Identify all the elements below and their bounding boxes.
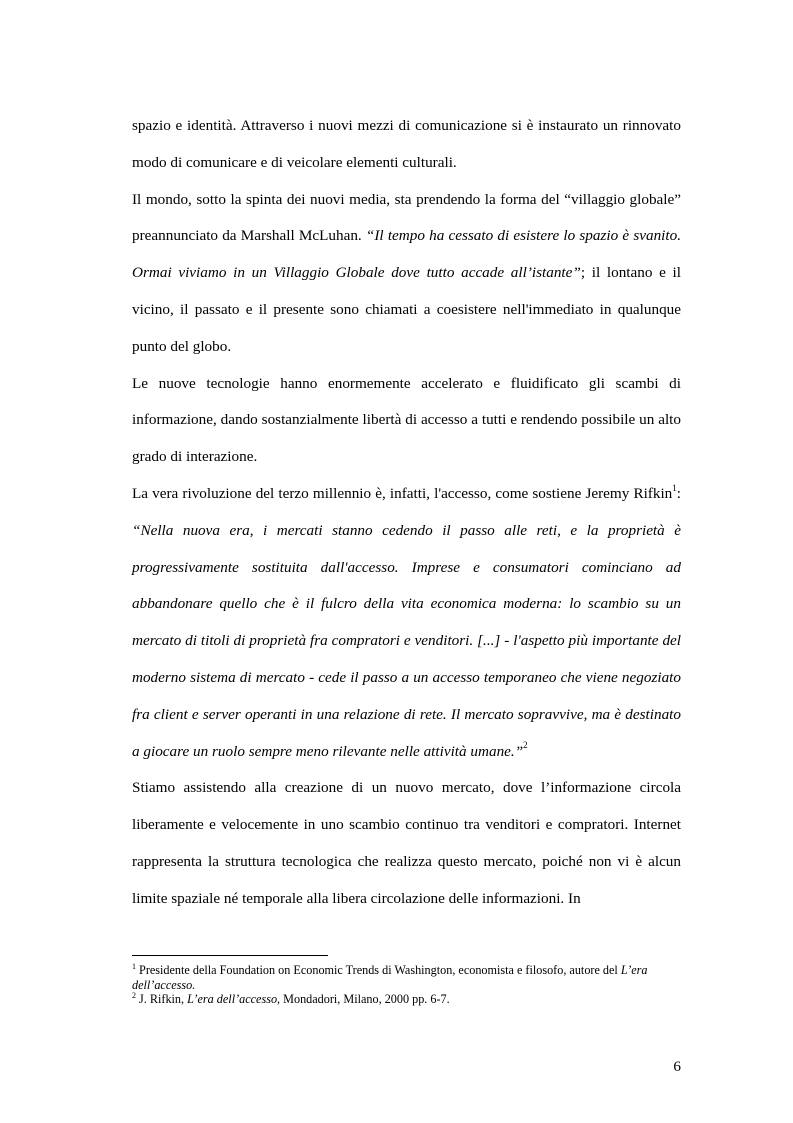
footnote-ref-1[interactable]: 1 <box>672 482 677 493</box>
paragraph-4-text: La vera rivoluzione del terzo millennio è, infatti, l'accesso, come sostiene Jeremy Rifkin <box>132 484 673 502</box>
footnotes <box>132 963 692 1007</box>
paragraph-2-text-b: ; il lontano e il vicino, il passato e il presente sono chiamati a coesistere nell'immediato in qualunque punto del globo. <box>132 264 681 355</box>
paragraph-1-text: spazio e identità. Attraverso i nuovi mezzi di comunicazione si è instaurato un rinnovato modo di comunicare e di veicolare elementi culturali. <box>132 117 681 171</box>
paragraph-5 <box>132 770 681 917</box>
footnote-2-title: L’era dell’accesso <box>187 992 278 1007</box>
footnote-2 <box>132 992 692 1007</box>
footnote-1-text: Presidente della Foundation on Economic Trends di Washington, economista e filosofo, autore del <box>136 963 621 977</box>
footnote-1-title: L’era dell’accesso. <box>132 963 648 992</box>
paragraph-3 <box>132 366 681 476</box>
paragraph-2 <box>132 182 681 366</box>
footnote-separator <box>132 955 328 956</box>
footnote-2-after: , Mondadori, Milano, 2000 pp. 6-7. <box>277 992 450 1007</box>
footnote-2-number: 2 <box>132 991 136 1001</box>
paragraph-3-text: Le nuove tecnologie hanno enormemente accelerato e fluidificato gli scambi di informazione, dando sostanzialmente libertà di accesso a tutti e rendendo possibile un alto grado di interazione. <box>132 374 681 466</box>
paragraph-4 <box>132 476 681 770</box>
footnote-1 <box>132 963 692 992</box>
footnote-2-text: J. Rifkin, <box>136 992 188 1007</box>
paragraph-2-text-a: Il mondo, sotto la spinta dei nuovi media, sta prendendo la forma del “villaggio globale” preannunciato da Marshall McLuhan. <box>132 190 681 245</box>
page-number: 6 <box>673 1058 681 1075</box>
footnote-ref-2[interactable]: 2 <box>523 740 528 751</box>
page-body <box>132 108 681 918</box>
paragraph-5-text: Stiamo assistendo alla creazione di un nuovo mercato, dove l’informazione circola liberamente e velocemente in uno scambio continuo tra venditori e compratori. Internet rappresenta la struttura tecnologica che realizza questo mercato, poiché non vi è alcun limite spaziale né temporale alla libera circolazione delle informazioni. In <box>132 779 681 907</box>
mcluhan-quote: “Il tempo ha cessato di esistere lo spazio è svanito. Ormai viviamo in un Villaggio Globale dove tutto accade all’istante” <box>132 227 681 282</box>
footnote-1-number: 1 <box>132 961 136 971</box>
paragraph-4-colon: : <box>676 484 681 502</box>
paragraph-1 <box>132 108 681 182</box>
rifkin-quote: “Nella nuova era, i mercati stanno cedendo il passo alle reti, e la proprietà è progressivamente sostituita dall'accesso. Imprese e consumatori cominciano ad abbandonare quello che è il fulcro della vita economica moderna: lo scambio su un mercato di titoli di proprietà fra compratori e venditori. [...] - l'aspetto più importante del moderno sistema di mercato - cede il passo a un accesso temporaneo che viene negoziato fra client e server operanti in una relazione di rete. Il mercato sopravvive, ma è destinato a giocare un ruolo sempre meno rilevante nelle attività umane.” <box>132 521 681 760</box>
